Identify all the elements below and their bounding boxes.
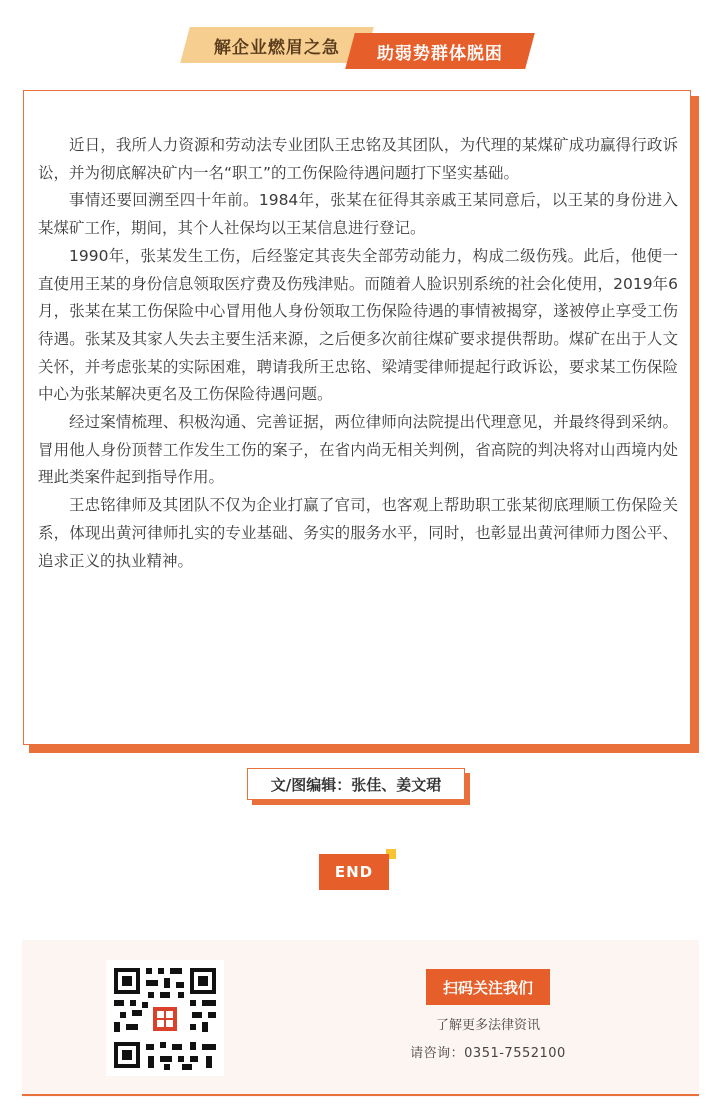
- header-tag-right: [345, 33, 535, 69]
- end-marker: END: [319, 854, 389, 890]
- follow-us-button[interactable]: 扫码关注我们: [426, 969, 550, 1005]
- article-paragraph-1: 近日，我所人力资源和劳动法专业团队王忠铭及其团队，为代理的某煤矿成功赢得行政诉讼，并为彻底解决矿内一名“职工”的工伤保险待遇问题打下坚实基础。: [38, 136, 678, 182]
- header-tag-left-text: 解企业燃眉之急: [214, 37, 340, 58]
- consult-phone-text: 请咨询：0351-7552100: [410, 1046, 566, 1061]
- footer-divider: [22, 1094, 699, 1096]
- article-paragraph-4: 经过案情梳理、积极沟通、完善证据，两位律师向法院提出代理意见，并最终得到采纳。冒用他人身份顶替工作发生工伤的案子，在省内尚无相关判例，省高院的判决将对山西境内处理此类案件起到指导作用。: [38, 413, 678, 487]
- article-body: [38, 132, 678, 575]
- learn-more-text: 了解更多法律资讯: [435, 1018, 540, 1033]
- article-paragraph-2: 事情还要回溯至四十年前。1984年，张某在征得其亲戚王某同意后，以王某的身份进入某煤矿工作，期间，其个人社保均以王某信息进行登记。: [38, 191, 678, 238]
- qr-code-icon[interactable]: [106, 960, 224, 1076]
- article-paragraph-5: 王忠铭律师及其团队不仅为企业打赢了官司，也客观上帮助职工张某彻底理顺工伤保险关系，体现出黄河律师扎实的专业基础、务实的服务水平，同时，也彰显出黄河律师力图公平、追求正义的执业精神。: [38, 496, 678, 570]
- editor-credit: 文/图编辑：张佳、姜文珺: [247, 768, 465, 800]
- article-paragraph-3: 1990年，张某发生工伤，后经鉴定其丧失全部劳动能力，构成二级伤残。此后，他便一直使用王某的身份信息领取医疗费及伤残津贴。而随着人脸识别系统的社会化使用，2019年6月，张某在某工伤保险中心冒用他人身份领取工伤保险待遇的事情被揭穿，遂被停止享受工伤待遇。张某及其家人失去主要生活来源，之后便多次前往煤矿要求提供帮助。煤矿在出于人文关怀，并考虑张某的实际困难，聘请我所王忠铭、梁靖雯律师提起行政诉讼，要求某工伤保险中心为张某解决更名及工伤保险待遇问题。: [38, 246, 678, 404]
- header-tag-right-text: 助弱势群体脱困: [377, 43, 503, 64]
- header-tag-left: [180, 27, 374, 63]
